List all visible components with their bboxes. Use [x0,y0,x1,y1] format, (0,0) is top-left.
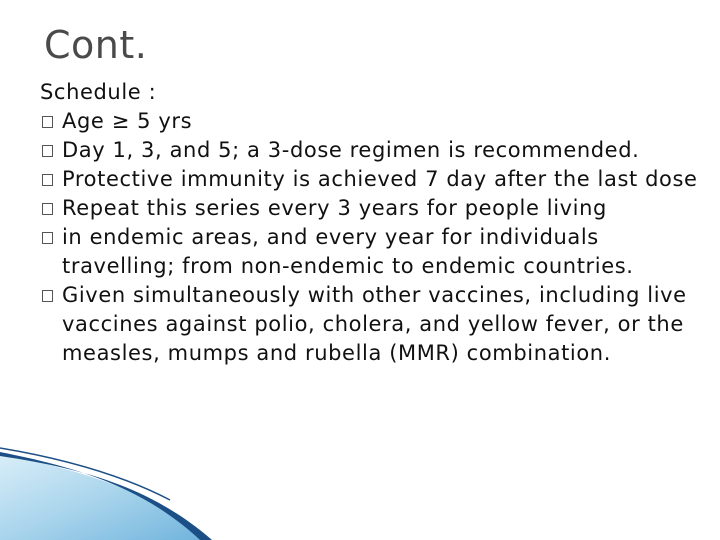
list-item-text: Age ≥ 5 yrs [62,109,193,133]
decorative-wave [0,440,720,540]
bullet-list [40,107,700,368]
bullet-square-icon [42,290,53,302]
schedule-heading: Schedule : [40,80,157,104]
bullet-square-icon [42,203,53,215]
list-item [40,165,700,194]
bullet-square-icon [42,232,53,244]
list-item-text: Given simultaneously with other vaccines, including live vaccines against polio, cholera, and yellow fever, or the measles, mumps and rubella (MMR) combination. [62,283,687,365]
slide-body [40,78,700,368]
bullet-square-icon [42,116,53,128]
list-item [40,136,700,165]
list-item-text: Day 1, 3, and 5; a 3-dose regimen is recommended. [62,138,640,162]
wave-fill [0,454,210,540]
list-item-text: in endemic areas, and every year for individuals travelling; from non-endemic to endemic countries. [62,225,634,278]
list-item-text: Protective immunity is achieved 7 day after the last dose [62,167,698,191]
list-item [40,223,700,281]
bullet-square-icon [42,145,53,157]
list-item [40,194,700,223]
list-item-text: Repeat this series every 3 years for people living [62,196,607,220]
list-item [40,281,700,368]
slide-title: Cont. [44,23,148,67]
bullet-square-icon [42,174,53,186]
list-item [40,107,700,136]
